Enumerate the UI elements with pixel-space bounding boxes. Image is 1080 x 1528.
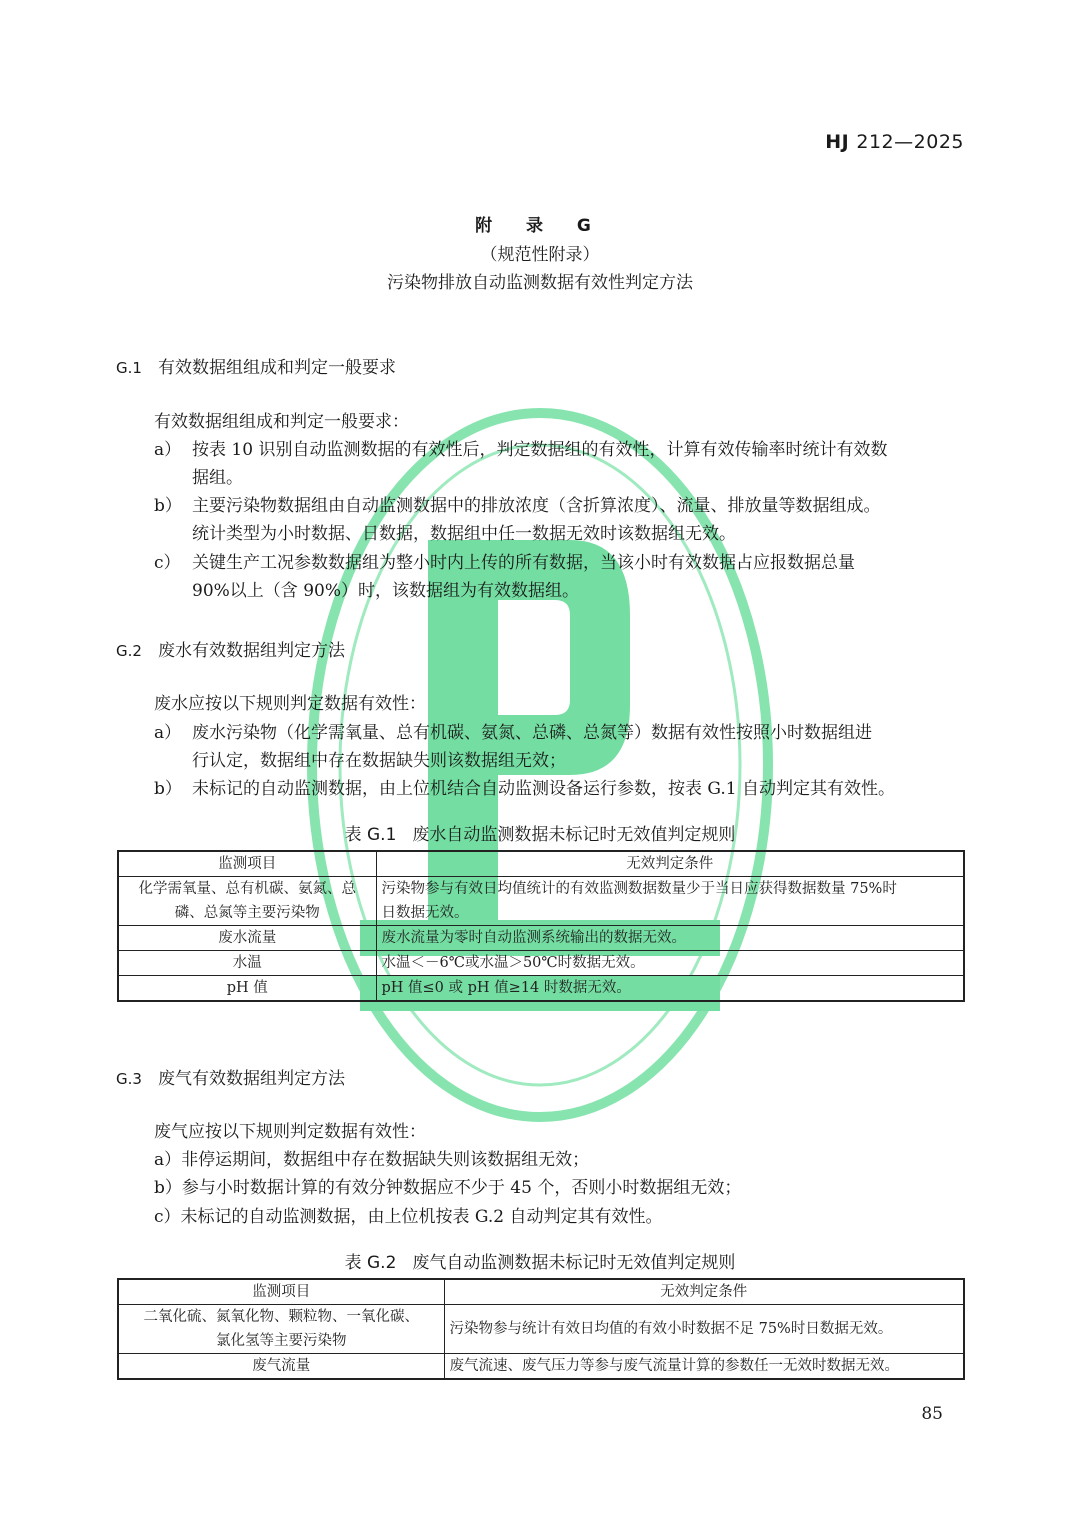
document-code — [825, 131, 964, 153]
list-item — [154, 549, 958, 605]
table-row — [118, 951, 964, 976]
table-number: 表 G.1 — [344, 825, 397, 845]
document-code-number: 212—2025 — [856, 131, 964, 153]
table-cell: 废水流量为零时自动监测系统输出的数据无效。 — [376, 926, 964, 951]
list-item-label: b） — [154, 496, 182, 516]
table-cell: 废气流速、废气压力等参与废气流量计算的参数任一无效时数据无效。 — [444, 1354, 964, 1380]
section-title: 有效数据组组成和判定一般要求 — [158, 358, 396, 378]
table-cell: 水温＜－6℃或水温＞50℃时数据无效。 — [376, 951, 964, 976]
table-cell: 二氧化硫、氮氧化物、颗粒物、一氧化碳、 氯化氢等主要污染物 — [118, 1305, 444, 1354]
table-header-row — [118, 1279, 964, 1305]
list-item — [154, 436, 958, 492]
appendix-type: （规范性附录） — [480, 245, 600, 265]
page-number: 85 — [921, 1404, 943, 1424]
table-header-cell: 监测项目 — [118, 851, 376, 877]
list-item — [154, 492, 958, 548]
table-caption-text: 废气自动监测数据未标记时无效值判定规则 — [412, 1253, 736, 1273]
paragraph: 废气应按以下规则判定数据有效性： — [154, 1122, 426, 1142]
table-cell: 废水流量 — [118, 926, 376, 951]
section-heading-g2 — [116, 636, 345, 661]
table-header-row — [118, 851, 964, 877]
list-item — [154, 775, 958, 803]
section-heading-g3 — [116, 1064, 345, 1089]
list-item-label: b） — [154, 779, 182, 799]
table-cell: pH 值≤0 或 pH 值≥14 时数据无效。 — [376, 976, 964, 1002]
section-number: G.1 — [116, 359, 142, 377]
list-item — [154, 719, 958, 775]
section-number: G.3 — [116, 1070, 142, 1088]
table-row — [118, 877, 964, 926]
table-cell: 化学需氧量、总有机碳、氨氮、总 磷、总氮等主要污染物 — [118, 877, 376, 926]
table-row — [118, 926, 964, 951]
paragraph: 废水应按以下规则判定数据有效性： — [154, 694, 426, 714]
table-header-cell: 无效判定条件 — [376, 851, 964, 877]
list-item-label: a） — [154, 440, 182, 460]
list-item-text: 按表 10 识别自动监测数据的有效性后，判定数据组的有效性，计算有效传输率时统计有效数 据组。 — [192, 440, 888, 488]
table-g1 — [117, 850, 965, 1002]
table-cell: 污染物参与有效日均值统计的有效监测数据数量少于当日应获得数据数量 75%时 日数据无效。 — [376, 877, 964, 926]
table-cell: 水温 — [118, 951, 376, 976]
table-row — [118, 1354, 964, 1380]
list-item-label: c） — [154, 553, 181, 573]
list-item-text: 未标记的自动监测数据，由上位机结合自动监测设备运行参数，按表 G.1 自动判定其有效性。 — [192, 779, 895, 799]
table-header-cell: 无效判定条件 — [444, 1279, 964, 1305]
list-item-label: a） — [154, 723, 182, 743]
table-row — [118, 976, 964, 1002]
list-item: a）非停运期间，数据组中存在数据缺失则该数据组无效； — [154, 1150, 590, 1170]
table-cell: 废气流量 — [118, 1354, 444, 1380]
list-item-text: 关键生产工况参数数据组为整小时内上传的所有数据，当该小时有效数据占应报数据总量 90%以上（含 90%）时，该数据组为有效数据组。 — [192, 553, 855, 601]
appendix-title: 附 录 G — [475, 216, 605, 236]
list-item-text: 主要污染物数据组由自动监测数据中的排放浓度（含折算浓度）、流量、排放量等数据组成。 统计类型为小时数据、日数据，数据组中任一数据无效时该数据组无效。 — [192, 496, 881, 544]
table-header-cell: 监测项目 — [118, 1279, 444, 1305]
table-number: 表 G.2 — [344, 1253, 397, 1273]
document-code-prefix: HJ — [825, 131, 850, 153]
table-g2 — [117, 1278, 965, 1380]
section-number: G.2 — [116, 642, 142, 660]
section-title: 废水有效数据组判定方法 — [158, 641, 345, 661]
section-heading-g1 — [116, 353, 396, 378]
list-item-text: 废水污染物（化学需氧量、总有机碳、氨氮、总磷、总氮等）数据有效性按照小时数据组进 行认定，数据组中存在数据缺失则该数据组无效； — [192, 723, 872, 771]
section-title: 废气有效数据组判定方法 — [158, 1069, 345, 1089]
table-row — [118, 1305, 964, 1354]
table-caption-g1 — [0, 820, 1080, 845]
table-caption-g2 — [0, 1248, 1080, 1273]
list-item: b）参与小时数据计算的有效分钟数据应不少于 45 个，否则小时数据组无效； — [154, 1178, 742, 1198]
table-cell: 污染物参与统计有效日均值的有效小时数据不足 75%时日数据无效。 — [444, 1305, 964, 1354]
appendix-subject: 污染物排放自动监测数据有效性判定方法 — [387, 273, 693, 293]
table-cell: pH 值 — [118, 976, 376, 1002]
table-caption-text: 废水自动监测数据未标记时无效值判定规则 — [412, 825, 736, 845]
paragraph: 有效数据组组成和判定一般要求： — [154, 412, 409, 432]
list-item: c）未标记的自动监测数据，由上位机按表 G.2 自动判定其有效性。 — [154, 1207, 663, 1227]
